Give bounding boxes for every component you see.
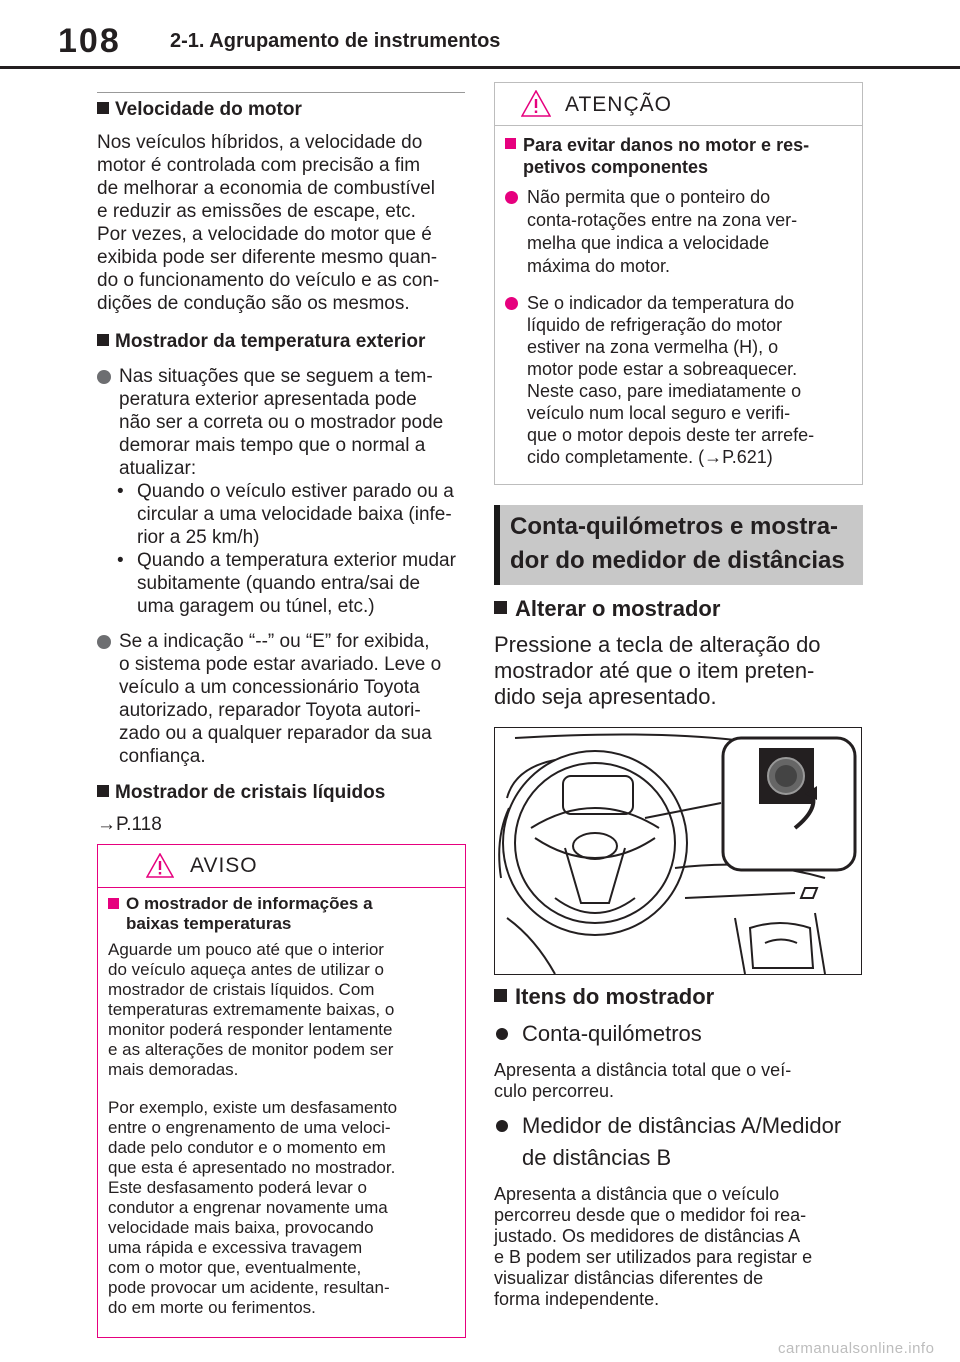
callout-bubble — [723, 738, 855, 870]
outside-temp-heading: Mostrador da temperatura exterior — [97, 330, 467, 354]
outside-temp-bullet-2: Se a indicação “--” ou “E” for exibida, o sistema pode estar avariado. Leve o veículo a um concessionário Toyota autorizado, reparador Toyota autori- zado ou a qualquer reparador da sua confiança. — [97, 630, 467, 768]
outside-temp-sub-2: • Quando a temperatura exterior mudar subitamente (quando entra/sai de uma garagem ou túnel, etc.) — [117, 550, 456, 617]
atencao-title: ATENÇÃO — [565, 93, 672, 116]
aviso-paragraph-2: Por exemplo, existe um desfasamento entre o engrenamento de uma veloci- dade pelo condutor e o momento em que esta é apresentado no mostrador. Este desfasamento poderá levar o condutor a engrenar novamente uma velocidade mais baixa, provocando uma rápida e excessiva travagem com o motor que, eventualmente, pode provocar um acidente, resultan- do em morte ou ferimentos. — [108, 1098, 398, 1317]
trip-meter-item: Medidor de distâncias A/Medidor de distâncias B — [494, 1110, 866, 1174]
round-bullet-icon — [496, 1028, 508, 1040]
display-items-heading: Itens do mostrador — [494, 984, 866, 1010]
aviso-title: AVISO — [190, 854, 258, 877]
aviso-heading: O mostrador de informações a baixas temperaturas — [108, 894, 457, 934]
divider — [97, 92, 465, 93]
section-title: 2-1. Agrupamento de instrumentos — [170, 30, 501, 52]
square-bullet-icon — [494, 601, 507, 614]
atencao-caution-box — [494, 82, 863, 485]
warning-triangle-icon — [146, 853, 174, 878]
square-bullet-icon — [505, 138, 516, 149]
dashboard-illustration — [494, 727, 862, 975]
aviso-content — [98, 888, 465, 1318]
trip-meter-description: Apresenta a distância que o veículo percorreu desde que o medidor foi rea- justado. Os medidores de distâncias A e B podem ser utilizados para registar e visualizar distâncias diferentes de forma independente. — [494, 1184, 813, 1309]
display-items-section — [494, 984, 866, 1310]
aviso-paragraph-1: Aguarde um pouco até que o interior do veículo aqueça antes de utilizar o mostrador de cristais líquidos. Com temperaturas extremamente baixas, o monitor poderá responder lentamente e as alterações de monitor podem ser mais demoradas. — [108, 940, 395, 1079]
header-rule — [0, 66, 960, 69]
odometer-item: Conta-quilómetros — [494, 1018, 866, 1050]
round-bullet-icon — [505, 297, 518, 310]
square-bullet-icon — [97, 785, 109, 797]
square-bullet-icon — [108, 898, 119, 909]
lcd-page-reference: →P.118 — [97, 814, 162, 835]
aviso-header — [98, 845, 465, 888]
round-bullet-icon — [505, 191, 518, 204]
page-number: 108 — [58, 22, 121, 60]
watermark: carmanualsonline.info — [778, 1340, 935, 1357]
engine-speed-heading: Velocidade do motor — [97, 98, 467, 122]
round-bullet-icon — [97, 635, 111, 649]
engine-speed-text: Nos veículos híbridos, a velocidade do motor é controlada com precisão a fim de melhorar a economia de combustível e reduzir as emissões de escape, etc. Por vezes, a velocidade do motor que é exibida pode ser diferente mesmo quan- do o funcionamento do veículo e as con- dições de condução são os mesmos. — [97, 132, 440, 314]
change-display-heading: Alterar o mostrador — [494, 596, 866, 622]
round-bullet-icon — [496, 1120, 508, 1132]
atencao-content — [495, 126, 862, 468]
square-bullet-icon — [494, 989, 507, 1002]
round-bullet-icon — [97, 370, 111, 384]
atencao-heading: Para evitar danos no motor e res- petivos componentes — [505, 134, 854, 178]
outside-temp-sub-1: • Quando o veículo estiver parado ou a circular a uma velocidade baixa (infe- rior a 25 km/h) — [117, 481, 454, 548]
atencao-bullet-1: Não permita que o ponteiro do conta-rotações entre na zona ver- melha que indica a velocidade máxima do motor. — [505, 186, 854, 278]
square-bullet-icon — [97, 334, 109, 346]
steering-wheel-drawing — [495, 728, 861, 974]
section-header-line-1: Conta-quilómetros e mostra- — [510, 513, 839, 540]
section-header-line-2: dor do medidor de distâncias — [510, 547, 845, 574]
left-column — [97, 98, 467, 836]
caution-triangle-icon — [521, 90, 551, 117]
change-display-section — [494, 596, 866, 710]
change-display-text: Pressione a tecla de alteração do mostrador até que o item preten- dido seja apresentado. — [494, 632, 821, 709]
square-bullet-icon — [97, 102, 109, 114]
atencao-bullet-2: Se o indicador da temperatura do líquido de refrigeração do motor estiver na zona vermelha (H), o motor pode estar a sobreaquecer. Neste caso, pare imediatamente o veículo num local seguro e verifi- que o motor depois deste ter arrefe- cido completamente. (→P.621) — [505, 292, 854, 468]
outside-temp-bullet-1: Nas situações que se seguem a tem- peratura exterior apresentada pode não ser a correta ou o mostrador pode demorar mais tempo que o normal a atualizar: — [97, 365, 467, 480]
lcd-heading: Mostrador de cristais líquidos — [97, 781, 467, 805]
aviso-warning-box — [97, 844, 466, 1338]
atencao-header — [495, 83, 862, 126]
section-header — [494, 505, 863, 585]
odometer-description: Apresenta a distância total que o veí- culo percorreu. — [494, 1060, 792, 1101]
